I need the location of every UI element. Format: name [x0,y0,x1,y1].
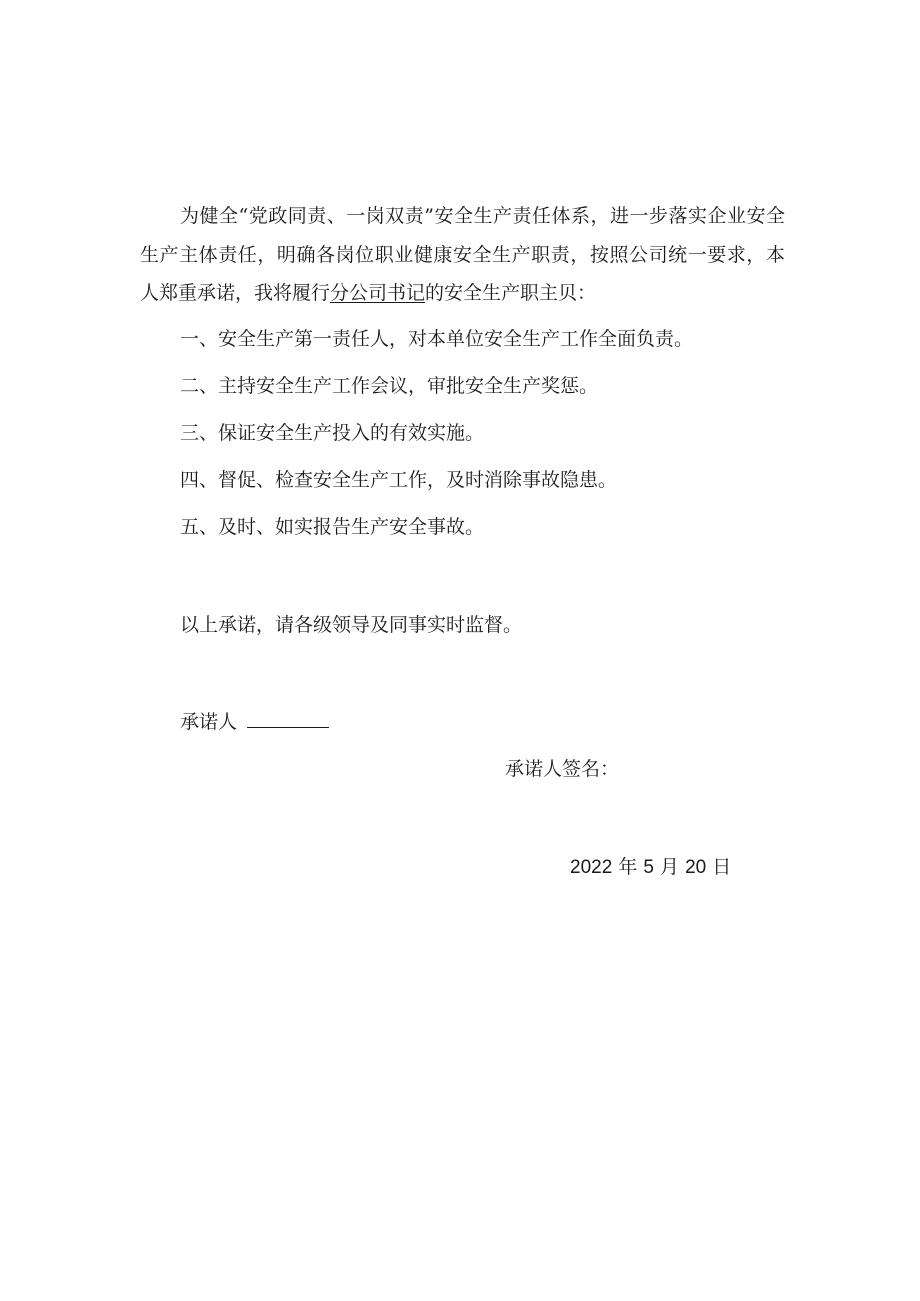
intro-text-after: 的安全生产职主贝： [425,282,597,304]
date-year-unit: 年 [618,856,638,878]
signature-label: 承诺人签名： [505,758,620,780]
date-line [570,854,731,881]
closing-statement: 以上承诺，请各级领导及同事实时监督。 [180,614,523,636]
promisor-blank-field[interactable] [247,709,329,728]
duty-item-4: 四、督促、检查安全生产工作，及时消除事故隐患。 [180,469,618,491]
date-year: 2022 [570,857,613,878]
date-month: 5 [643,857,654,878]
role-underlined: 分公司书记 [330,282,426,304]
promisor-label: 承诺人 [180,711,238,733]
duty-item-1: 一、安全生产第一责任人，对本单位安全生产工作全面负责。 [180,328,694,350]
intro-text-before: 为健全“党政同责、一岗双责”安全生产责任体系，进一步落实企业安全生产主体责任，明确各岗位职业健康安全生产职责，按照公司统一要求，本人郑重承诺，我将履行 [140,205,785,304]
duty-item-3: 三、保证安全生产投入的有效实施。 [180,422,485,444]
date-month-unit: 月 [660,856,680,878]
date-day: 20 [685,857,707,878]
duty-item-5: 五、及时、如实报告生产安全事故。 [180,516,485,538]
intro-paragraph [140,197,785,313]
date-day-unit: 日 [712,856,732,878]
duty-item-2: 二、主持安全生产工作会议，审批安全生产奖惩。 [180,375,599,397]
promisor-line [180,709,329,735]
